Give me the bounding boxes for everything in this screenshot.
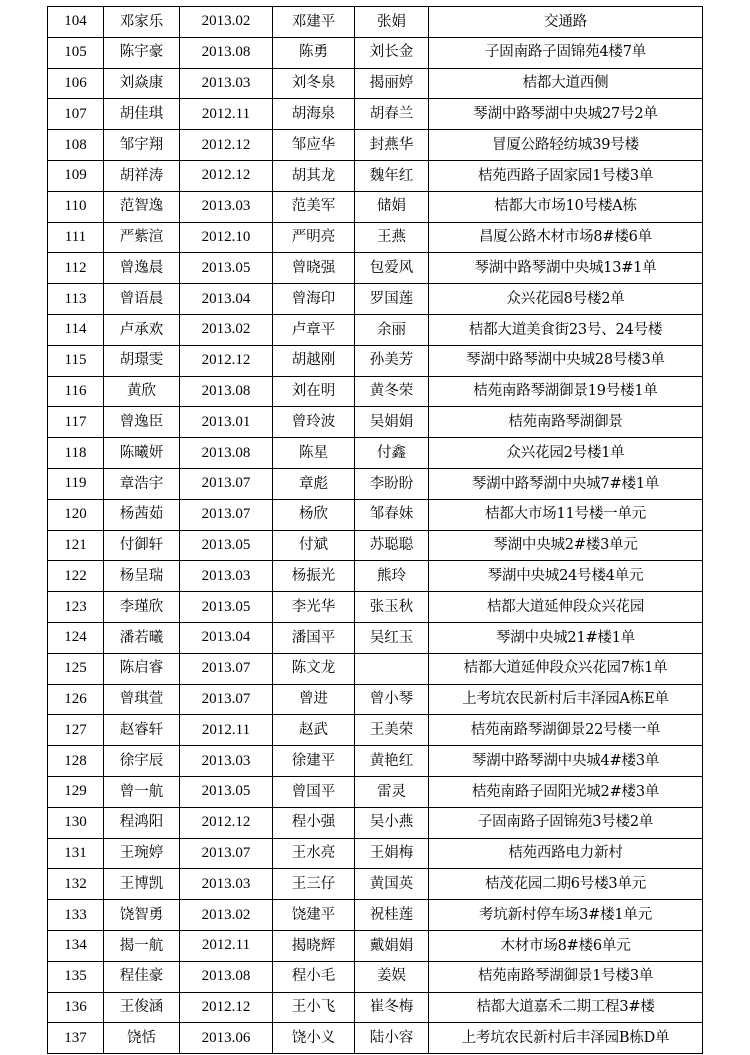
cell-address: 桔茂花园二期6号楼3单元 [429, 869, 703, 900]
table-row [48, 191, 703, 222]
table-row [48, 992, 703, 1023]
cell-parent-1: 饶小义 [273, 1023, 355, 1054]
cell-number: 117 [48, 407, 104, 438]
cell-birth-date: 2012.12 [180, 807, 273, 838]
cell-parent-1: 胡海泉 [273, 99, 355, 130]
cell-parent-2: 吴红玉 [355, 622, 429, 653]
cell-birth-date: 2013.08 [180, 961, 273, 992]
cell-number: 125 [48, 653, 104, 684]
cell-address: 桔苑西路电力新村 [429, 838, 703, 869]
cell-birth-date: 2013.07 [180, 468, 273, 499]
cell-parent-2: 姜娱 [355, 961, 429, 992]
cell-parent-2: 李盼盼 [355, 468, 429, 499]
cell-parent-2: 揭丽婷 [355, 68, 429, 99]
cell-parent-2: 黄艳红 [355, 746, 429, 777]
cell-student-name: 刘焱康 [104, 68, 180, 99]
cell-parent-1: 李光华 [273, 592, 355, 623]
cell-parent-1: 陈文龙 [273, 653, 355, 684]
cell-student-name: 杨呈瑞 [104, 561, 180, 592]
cell-parent-2: 邹春妹 [355, 499, 429, 530]
cell-number: 127 [48, 715, 104, 746]
cell-parent-1: 邹应华 [273, 130, 355, 161]
cell-student-name: 饶智勇 [104, 900, 180, 931]
cell-birth-date: 2012.12 [180, 130, 273, 161]
table-row [48, 961, 703, 992]
cell-birth-date: 2013.07 [180, 684, 273, 715]
cell-address: 桔苑南路琴湖御景19号楼1单 [429, 376, 703, 407]
cell-number: 109 [48, 160, 104, 191]
cell-student-name: 邓家乐 [104, 7, 180, 38]
cell-parent-1: 陈星 [273, 438, 355, 469]
table-row [48, 715, 703, 746]
cell-address: 木材市场8#楼6单元 [429, 930, 703, 961]
cell-birth-date: 2013.03 [180, 869, 273, 900]
table-row [48, 930, 703, 961]
table-row [48, 376, 703, 407]
cell-parent-2: 张娟 [355, 7, 429, 38]
cell-parent-2: 魏年红 [355, 160, 429, 191]
cell-parent-1: 胡越刚 [273, 345, 355, 376]
cell-birth-date: 2013.02 [180, 314, 273, 345]
cell-address: 交通路 [429, 7, 703, 38]
table-row [48, 1023, 703, 1054]
table-row [48, 807, 703, 838]
cell-birth-date: 2013.07 [180, 653, 273, 684]
cell-parent-2: 孙美芳 [355, 345, 429, 376]
cell-student-name: 付御轩 [104, 530, 180, 561]
cell-parent-2: 储娟 [355, 191, 429, 222]
cell-number: 121 [48, 530, 104, 561]
cell-birth-date: 2012.12 [180, 345, 273, 376]
table-row [48, 746, 703, 777]
roster-body [48, 7, 703, 1054]
cell-student-name: 曾逸晨 [104, 253, 180, 284]
table-row [48, 407, 703, 438]
cell-parent-2: 包爱风 [355, 253, 429, 284]
cell-birth-date: 2013.08 [180, 438, 273, 469]
table-row [48, 345, 703, 376]
cell-address: 桔都大市场11号楼一单元 [429, 499, 703, 530]
table-row [48, 37, 703, 68]
cell-birth-date: 2013.03 [180, 68, 273, 99]
cell-student-name: 胡璟雯 [104, 345, 180, 376]
cell-address: 桔苑南路琴湖御景22号楼一单 [429, 715, 703, 746]
cell-parent-1: 赵武 [273, 715, 355, 746]
cell-birth-date: 2013.03 [180, 746, 273, 777]
cell-parent-1: 王水亮 [273, 838, 355, 869]
cell-birth-date: 2013.03 [180, 191, 273, 222]
cell-parent-2: 雷灵 [355, 776, 429, 807]
cell-parent-1: 王三仔 [273, 869, 355, 900]
table-row [48, 530, 703, 561]
cell-number: 107 [48, 99, 104, 130]
table-row [48, 222, 703, 253]
cell-address: 琴湖中路琴湖中央城27号2单 [429, 99, 703, 130]
cell-number: 111 [48, 222, 104, 253]
cell-parent-1: 曾晓强 [273, 253, 355, 284]
cell-birth-date: 2013.02 [180, 7, 273, 38]
cell-student-name: 曾琪萱 [104, 684, 180, 715]
cell-address: 众兴花园8号楼2单 [429, 284, 703, 315]
cell-birth-date: 2012.10 [180, 222, 273, 253]
cell-student-name: 黄欣 [104, 376, 180, 407]
table-row [48, 99, 703, 130]
table-row [48, 314, 703, 345]
cell-number: 123 [48, 592, 104, 623]
table-row [48, 838, 703, 869]
cell-address: 桔苑南路子固阳光城2#楼3单 [429, 776, 703, 807]
cell-birth-date: 2012.11 [180, 715, 273, 746]
cell-parent-1: 付斌 [273, 530, 355, 561]
cell-address: 桔苑南路琴湖御景1号楼3单 [429, 961, 703, 992]
cell-number: 135 [48, 961, 104, 992]
cell-parent-2: 刘长金 [355, 37, 429, 68]
table-row [48, 684, 703, 715]
cell-parent-1: 程小强 [273, 807, 355, 838]
cell-address: 琴湖中路琴湖中央城28号楼3单 [429, 345, 703, 376]
cell-address: 冒厦公路轻纺城39号楼 [429, 130, 703, 161]
cell-number: 110 [48, 191, 104, 222]
cell-address: 上考坑农民新村后丰泽园A栋E单 [429, 684, 703, 715]
cell-number: 114 [48, 314, 104, 345]
cell-number: 131 [48, 838, 104, 869]
cell-birth-date: 2013.04 [180, 284, 273, 315]
cell-address: 昌厦公路木材市场8#楼6单 [429, 222, 703, 253]
table-row [48, 130, 703, 161]
cell-parent-1: 潘国平 [273, 622, 355, 653]
cell-student-name: 王俊涵 [104, 992, 180, 1023]
cell-parent-1: 饶建平 [273, 900, 355, 931]
cell-number: 104 [48, 7, 104, 38]
table-row [48, 499, 703, 530]
cell-parent-2: 封燕华 [355, 130, 429, 161]
cell-number: 136 [48, 992, 104, 1023]
cell-number: 133 [48, 900, 104, 931]
cell-parent-1: 章彪 [273, 468, 355, 499]
cell-student-name: 曾逸臣 [104, 407, 180, 438]
cell-parent-1: 曾进 [273, 684, 355, 715]
cell-student-name: 李瑾欣 [104, 592, 180, 623]
cell-parent-1: 曾海印 [273, 284, 355, 315]
cell-student-name: 邹宇翔 [104, 130, 180, 161]
table-row [48, 869, 703, 900]
cell-number: 132 [48, 869, 104, 900]
cell-parent-2 [355, 653, 429, 684]
student-roster-table [47, 6, 703, 1054]
cell-address: 琴湖中路琴湖中央城7#楼1单 [429, 468, 703, 499]
cell-parent-1: 胡其龙 [273, 160, 355, 191]
cell-parent-1: 严明亮 [273, 222, 355, 253]
cell-student-name: 胡佳琪 [104, 99, 180, 130]
cell-parent-1: 曾国平 [273, 776, 355, 807]
cell-birth-date: 2013.05 [180, 776, 273, 807]
table-row [48, 438, 703, 469]
cell-birth-date: 2013.05 [180, 253, 273, 284]
cell-parent-2: 王燕 [355, 222, 429, 253]
cell-parent-1: 揭晓辉 [273, 930, 355, 961]
cell-parent-2: 崔冬梅 [355, 992, 429, 1023]
cell-birth-date: 2013.07 [180, 838, 273, 869]
cell-parent-2: 张玉秋 [355, 592, 429, 623]
cell-number: 105 [48, 37, 104, 68]
cell-student-name: 王博凯 [104, 869, 180, 900]
cell-student-name: 赵睿轩 [104, 715, 180, 746]
cell-parent-2: 王美荣 [355, 715, 429, 746]
cell-address: 琴湖中路琴湖中央城4#楼3单 [429, 746, 703, 777]
cell-student-name: 曾一航 [104, 776, 180, 807]
table-row [48, 592, 703, 623]
cell-birth-date: 2013.04 [180, 622, 273, 653]
cell-number: 118 [48, 438, 104, 469]
cell-number: 128 [48, 746, 104, 777]
cell-address: 琴湖中央城2#楼3单元 [429, 530, 703, 561]
cell-number: 126 [48, 684, 104, 715]
cell-number: 129 [48, 776, 104, 807]
cell-student-name: 章浩宇 [104, 468, 180, 499]
cell-student-name: 陈曦妍 [104, 438, 180, 469]
cell-parent-2: 吴小燕 [355, 807, 429, 838]
table-row [48, 7, 703, 38]
cell-parent-1: 卢章平 [273, 314, 355, 345]
cell-parent-2: 熊玲 [355, 561, 429, 592]
cell-address: 琴湖中央城21#楼1单 [429, 622, 703, 653]
cell-parent-2: 付鑫 [355, 438, 429, 469]
cell-birth-date: 2013.05 [180, 530, 273, 561]
cell-address: 桔苑南路琴湖御景 [429, 407, 703, 438]
cell-parent-2: 黄冬荣 [355, 376, 429, 407]
table-row [48, 900, 703, 931]
table-row [48, 253, 703, 284]
cell-address: 子固南路子固锦苑3号楼2单 [429, 807, 703, 838]
cell-parent-2: 祝桂莲 [355, 900, 429, 931]
cell-number: 115 [48, 345, 104, 376]
cell-parent-2: 罗国莲 [355, 284, 429, 315]
cell-parent-1: 陈勇 [273, 37, 355, 68]
cell-address: 琴湖中央城24号楼4单元 [429, 561, 703, 592]
cell-birth-date: 2012.11 [180, 930, 273, 961]
cell-parent-2: 苏聪聪 [355, 530, 429, 561]
cell-parent-2: 曾小琴 [355, 684, 429, 715]
cell-parent-1: 刘冬泉 [273, 68, 355, 99]
cell-parent-2: 胡春兰 [355, 99, 429, 130]
cell-birth-date: 2013.01 [180, 407, 273, 438]
cell-birth-date: 2013.08 [180, 376, 273, 407]
cell-student-name: 曾语晨 [104, 284, 180, 315]
cell-parent-1: 程小毛 [273, 961, 355, 992]
cell-birth-date: 2012.11 [180, 99, 273, 130]
table-row [48, 622, 703, 653]
cell-number: 134 [48, 930, 104, 961]
cell-student-name: 陈宇豪 [104, 37, 180, 68]
cell-address: 桔都大市场10号楼A栋 [429, 191, 703, 222]
table-row [48, 160, 703, 191]
cell-student-name: 程鸿阳 [104, 807, 180, 838]
cell-birth-date: 2013.02 [180, 900, 273, 931]
cell-student-name: 陈启睿 [104, 653, 180, 684]
cell-student-name: 王琬婷 [104, 838, 180, 869]
cell-address: 上考坑农民新村后丰泽园B栋D单 [429, 1023, 703, 1054]
cell-address: 桔苑西路子固家园1号楼3单 [429, 160, 703, 191]
cell-number: 124 [48, 622, 104, 653]
table-row [48, 776, 703, 807]
cell-number: 116 [48, 376, 104, 407]
cell-student-name: 揭一航 [104, 930, 180, 961]
cell-number: 113 [48, 284, 104, 315]
cell-birth-date: 2012.12 [180, 992, 273, 1023]
cell-birth-date: 2013.08 [180, 37, 273, 68]
cell-number: 130 [48, 807, 104, 838]
cell-parent-2: 戴娟娟 [355, 930, 429, 961]
cell-address: 众兴花园2号楼1单 [429, 438, 703, 469]
cell-address: 桔都大道延伸段众兴花园7栋1单 [429, 653, 703, 684]
cell-number: 112 [48, 253, 104, 284]
cell-parent-1: 曾玲波 [273, 407, 355, 438]
cell-parent-1: 徐建平 [273, 746, 355, 777]
cell-parent-1: 王小飞 [273, 992, 355, 1023]
cell-number: 122 [48, 561, 104, 592]
cell-parent-1: 杨欣 [273, 499, 355, 530]
cell-address: 琴湖中路琴湖中央城13#1单 [429, 253, 703, 284]
cell-parent-1: 范美军 [273, 191, 355, 222]
cell-number: 120 [48, 499, 104, 530]
cell-parent-1: 邓建平 [273, 7, 355, 38]
cell-student-name: 杨茜茹 [104, 499, 180, 530]
cell-student-name: 饶恬 [104, 1023, 180, 1054]
table-row [48, 468, 703, 499]
cell-address: 考坑新村停车场3#楼1单元 [429, 900, 703, 931]
cell-birth-date: 2013.05 [180, 592, 273, 623]
cell-address: 桔都大道西侧 [429, 68, 703, 99]
table-row [48, 653, 703, 684]
cell-number: 137 [48, 1023, 104, 1054]
cell-number: 108 [48, 130, 104, 161]
cell-parent-2: 陆小容 [355, 1023, 429, 1054]
cell-student-name: 徐宇辰 [104, 746, 180, 777]
cell-student-name: 程佳豪 [104, 961, 180, 992]
cell-number: 119 [48, 468, 104, 499]
cell-student-name: 范智逸 [104, 191, 180, 222]
cell-address: 子固南路子固锦苑4楼7单 [429, 37, 703, 68]
cell-number: 106 [48, 68, 104, 99]
cell-birth-date: 2012.12 [180, 160, 273, 191]
cell-student-name: 卢承欢 [104, 314, 180, 345]
table-row [48, 284, 703, 315]
cell-parent-1: 杨振光 [273, 561, 355, 592]
cell-parent-2: 余丽 [355, 314, 429, 345]
cell-parent-1: 刘在明 [273, 376, 355, 407]
cell-address: 桔都大道嘉禾二期工程3#楼 [429, 992, 703, 1023]
table-row [48, 561, 703, 592]
cell-student-name: 严紫渲 [104, 222, 180, 253]
cell-birth-date: 2013.06 [180, 1023, 273, 1054]
cell-student-name: 胡祥涛 [104, 160, 180, 191]
cell-student-name: 潘若曦 [104, 622, 180, 653]
cell-address: 桔都大道延伸段众兴花园 [429, 592, 703, 623]
cell-parent-2: 王娟梅 [355, 838, 429, 869]
cell-birth-date: 2013.07 [180, 499, 273, 530]
cell-parent-2: 黄国英 [355, 869, 429, 900]
cell-address: 桔都大道美食街23号、24号楼 [429, 314, 703, 345]
cell-parent-2: 吴娟娟 [355, 407, 429, 438]
cell-birth-date: 2013.03 [180, 561, 273, 592]
table-row [48, 68, 703, 99]
